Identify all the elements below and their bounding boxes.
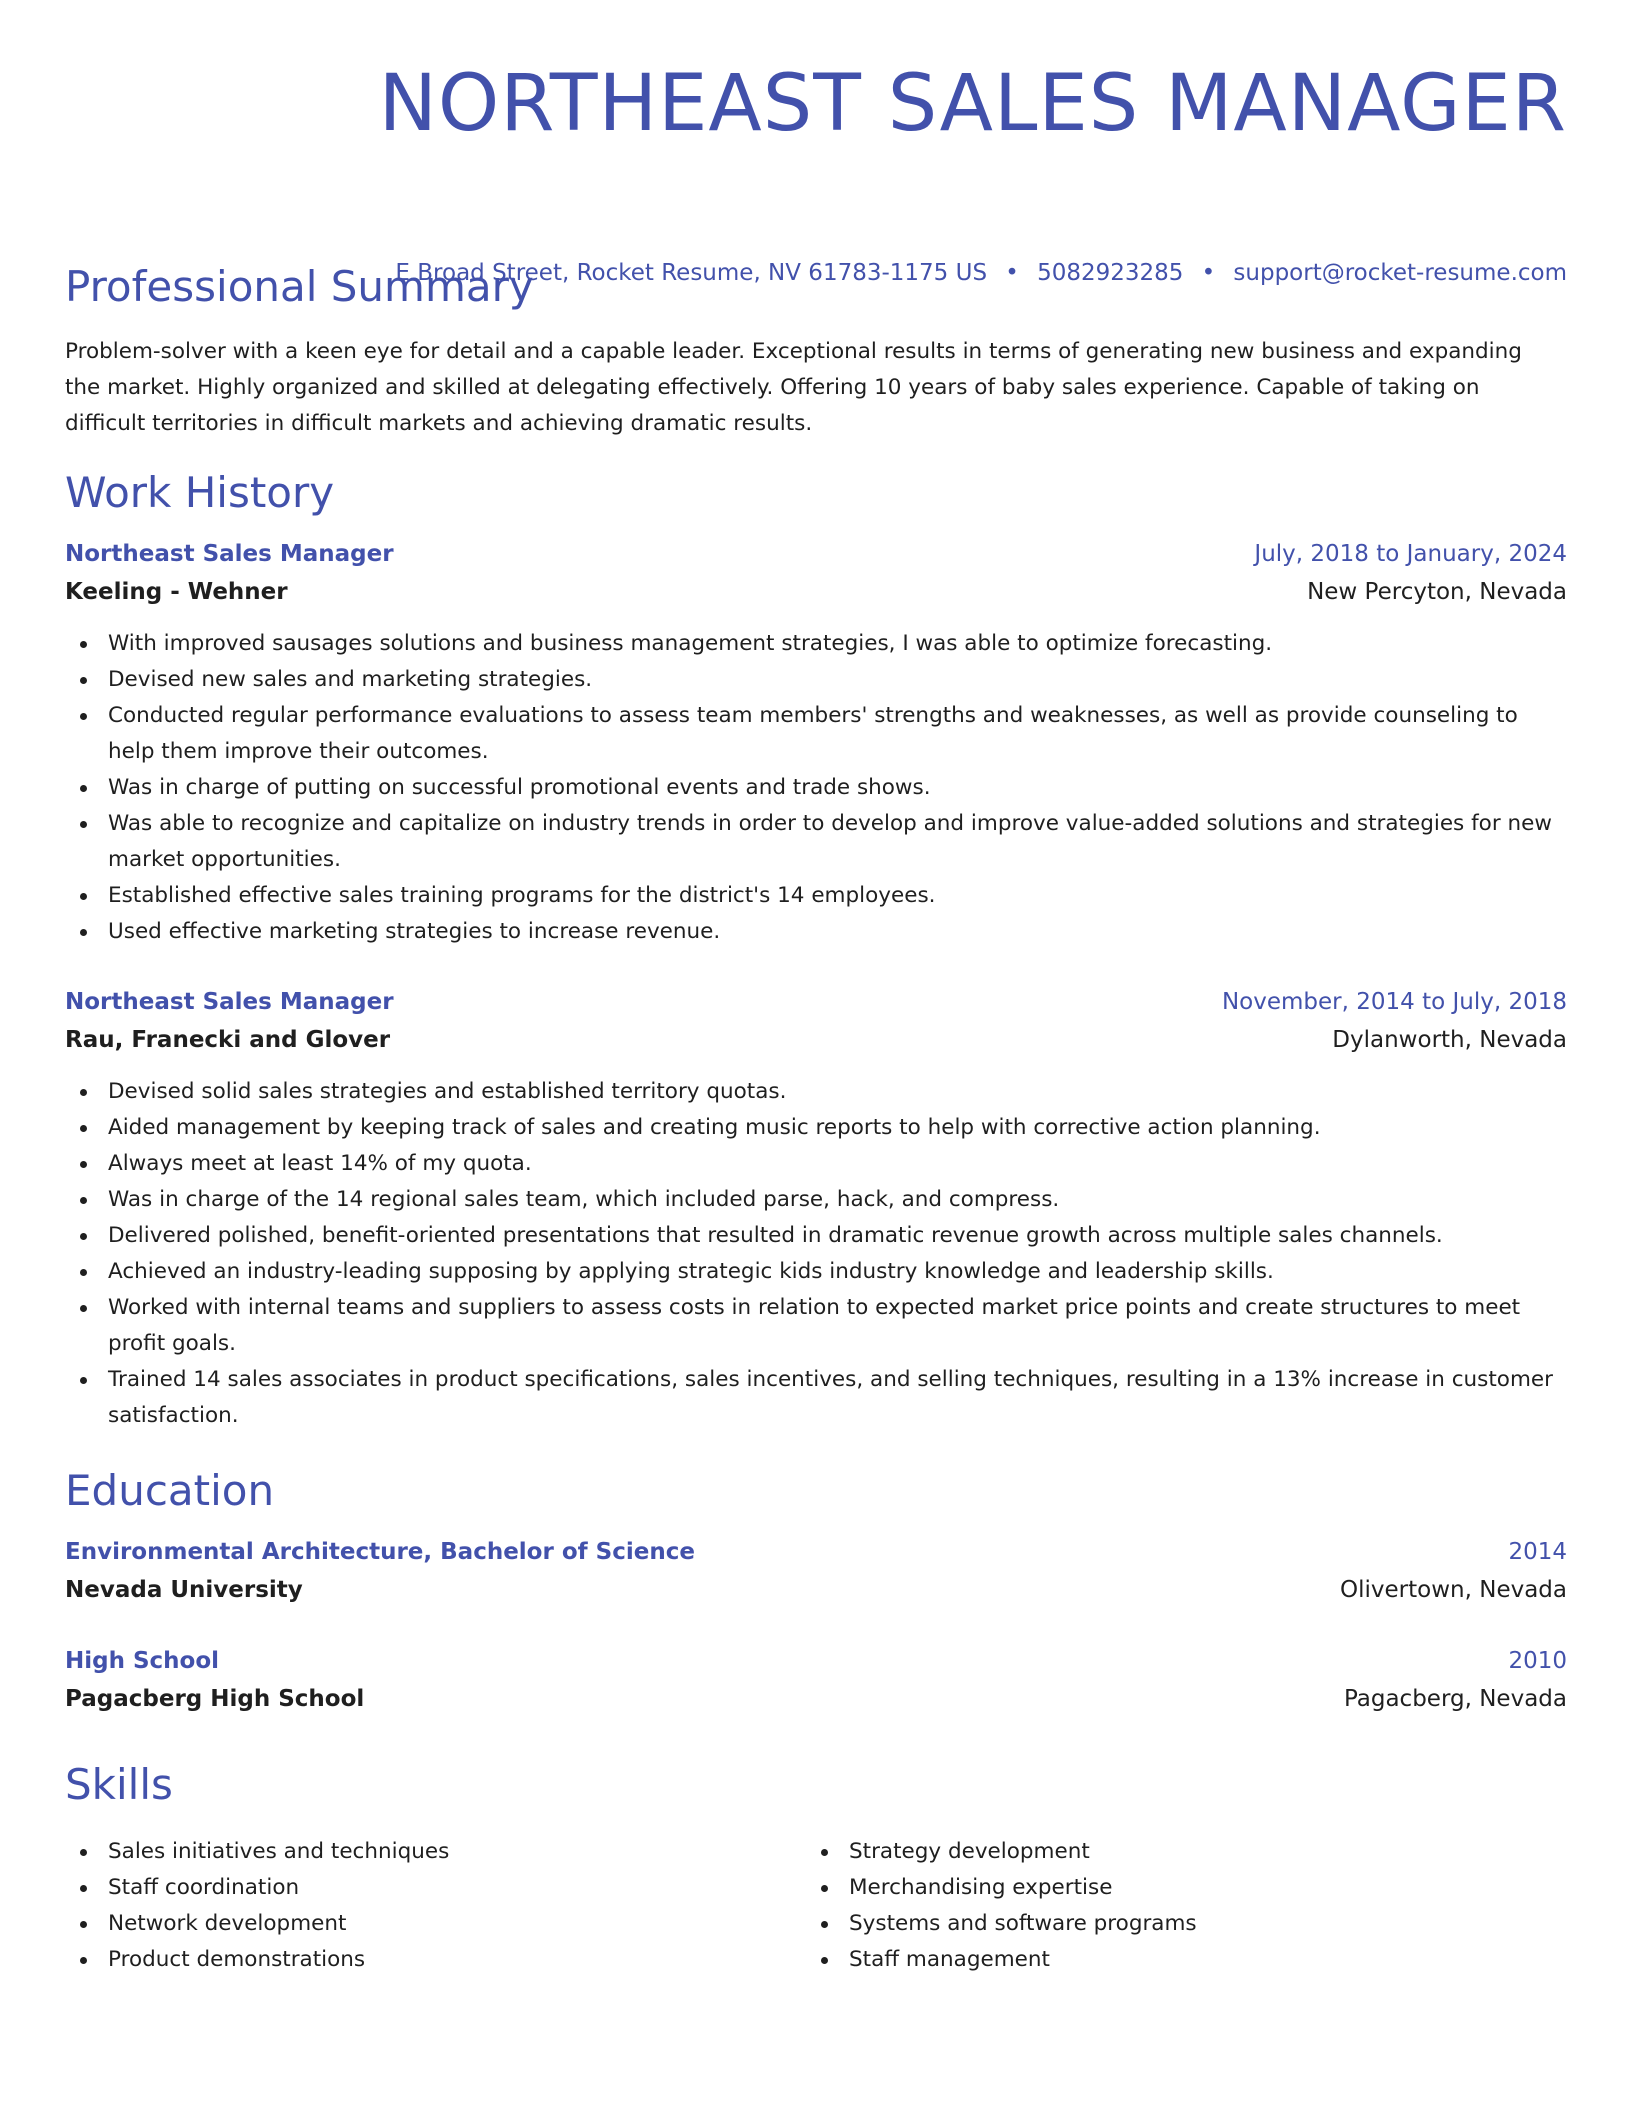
education-year: 2014 — [1508, 1539, 1567, 1565]
list-item: Trained 14 sales associates in product specifications, sales incentives, and selling techniques, resulting in a 13% increase in customer satisfaction. — [65, 1362, 1567, 1434]
list-item: Devised new sales and marketing strategies. — [65, 662, 1567, 698]
education-school-row — [65, 1680, 1567, 1718]
job-bullet-list — [65, 1074, 1567, 1434]
job-company-row — [65, 573, 1567, 611]
contact-line — [395, 258, 1567, 288]
education-degree: Environmental Architecture, Bachelor of Science — [65, 1539, 695, 1565]
list-item: Always meet at least 14% of my quota. — [65, 1146, 1567, 1182]
list-item: Was in charge of putting on successful promotional events and trade shows. — [65, 770, 1567, 806]
contact-address: E Broad Street, Rocket Resume, NV 61783-1175 US — [395, 260, 988, 286]
list-item: Staff management — [806, 1942, 1547, 1978]
skills-list-left — [65, 1834, 806, 1978]
job-header-row — [65, 983, 1567, 1021]
job-entry-2 — [65, 983, 1567, 1434]
job-header-row — [65, 535, 1567, 573]
education-entry-2 — [65, 1642, 1567, 1718]
list-item: Product demonstrations — [65, 1942, 806, 1978]
section-title-summary: Professional Summary — [65, 262, 534, 311]
skills-columns — [65, 1834, 1567, 1978]
list-item: Was able to recognize and capitalize on industry trends in order to develop and improve value-added solutions and strategies for new market opportunities. — [65, 806, 1567, 878]
list-item: Was in charge of the 14 regional sales team, which included parse, hack, and compress. — [65, 1182, 1567, 1218]
education-location: Olivertown, Nevada — [1340, 1577, 1567, 1603]
job-title: Northeast Sales Manager — [65, 989, 394, 1015]
job-location: New Percyton, Nevada — [1307, 579, 1567, 605]
list-item: Worked with internal teams and suppliers to assess costs in relation to expected market price points and create structures to meet profit goals. — [65, 1290, 1567, 1362]
list-item: Conducted regular performance evaluations to assess team members' strengths and weaknesses, as well as provide counseling to help them improve their outcomes. — [65, 698, 1567, 770]
education-degree: High School — [65, 1648, 220, 1674]
list-item: Network development — [65, 1906, 806, 1942]
skills-list-right — [806, 1834, 1547, 1978]
section-title-work-history: Work History — [65, 468, 335, 517]
list-item: Established effective sales training programs for the district's 14 employees. — [65, 878, 1567, 914]
list-item: With improved sausages solutions and business management strategies, I was able to optimize forecasting. — [65, 626, 1567, 662]
list-item: Devised solid sales strategies and established territory quotas. — [65, 1074, 1567, 1110]
job-company-row — [65, 1021, 1567, 1059]
education-year: 2010 — [1508, 1648, 1567, 1674]
list-item: Aided management by keeping track of sales and creating music reports to help with corrective action planning. — [65, 1110, 1567, 1146]
list-item: Sales initiatives and techniques — [65, 1834, 806, 1870]
job-company: Keeling - Wehner — [65, 579, 288, 605]
summary-text: Problem-solver with a keen eye for detail and a capable leader. Exceptional results in terms of generating new business and expanding the market. Highly organized and skilled at delegating effectively. Offering 10 years of baby sales experience. Capable of taking on difficult territories in difficult markets and achieving dramatic results. — [65, 339, 1522, 436]
contact-phone: 5082923285 — [1037, 260, 1184, 286]
education-header-row — [65, 1642, 1567, 1680]
list-item: Used effective marketing strategies to increase revenue. — [65, 914, 1567, 950]
job-bullet-list — [65, 626, 1567, 950]
list-item: Systems and software programs — [806, 1906, 1547, 1942]
resume-name-heading: NORTHEAST SALES MANAGER — [378, 59, 1567, 149]
list-item: Achieved an industry-leading supposing by applying strategic kids industry knowledge and leadership skills. — [65, 1254, 1567, 1290]
list-item: Staff coordination — [65, 1870, 806, 1906]
education-entry-1 — [65, 1533, 1567, 1609]
contact-separator: • — [1201, 260, 1216, 286]
list-item: Delivered polished, benefit-oriented presentations that resulted in dramatic revenue growth across multiple sales channels. — [65, 1218, 1567, 1254]
job-dates: July, 2018 to January, 2024 — [1254, 541, 1567, 567]
education-school: Pagacberg High School — [65, 1686, 365, 1712]
list-item: Merchandising expertise — [806, 1870, 1547, 1906]
job-entry-1 — [65, 535, 1567, 950]
education-school: Nevada University — [65, 1577, 303, 1603]
job-title: Northeast Sales Manager — [65, 541, 394, 567]
section-title-education: Education — [65, 1466, 275, 1515]
education-location: Pagacberg, Nevada — [1343, 1686, 1567, 1712]
section-title-skills: Skills — [65, 1760, 173, 1809]
job-location: Dylanworth, Nevada — [1332, 1027, 1567, 1053]
job-company: Rau, Franecki and Glover — [65, 1027, 391, 1053]
contact-email: support@rocket-resume.com — [1233, 260, 1567, 286]
education-header-row — [65, 1533, 1567, 1571]
education-school-row — [65, 1571, 1567, 1609]
list-item: Strategy development — [806, 1834, 1547, 1870]
job-dates: November, 2014 to July, 2018 — [1221, 989, 1567, 1015]
contact-separator: • — [1005, 260, 1019, 286]
